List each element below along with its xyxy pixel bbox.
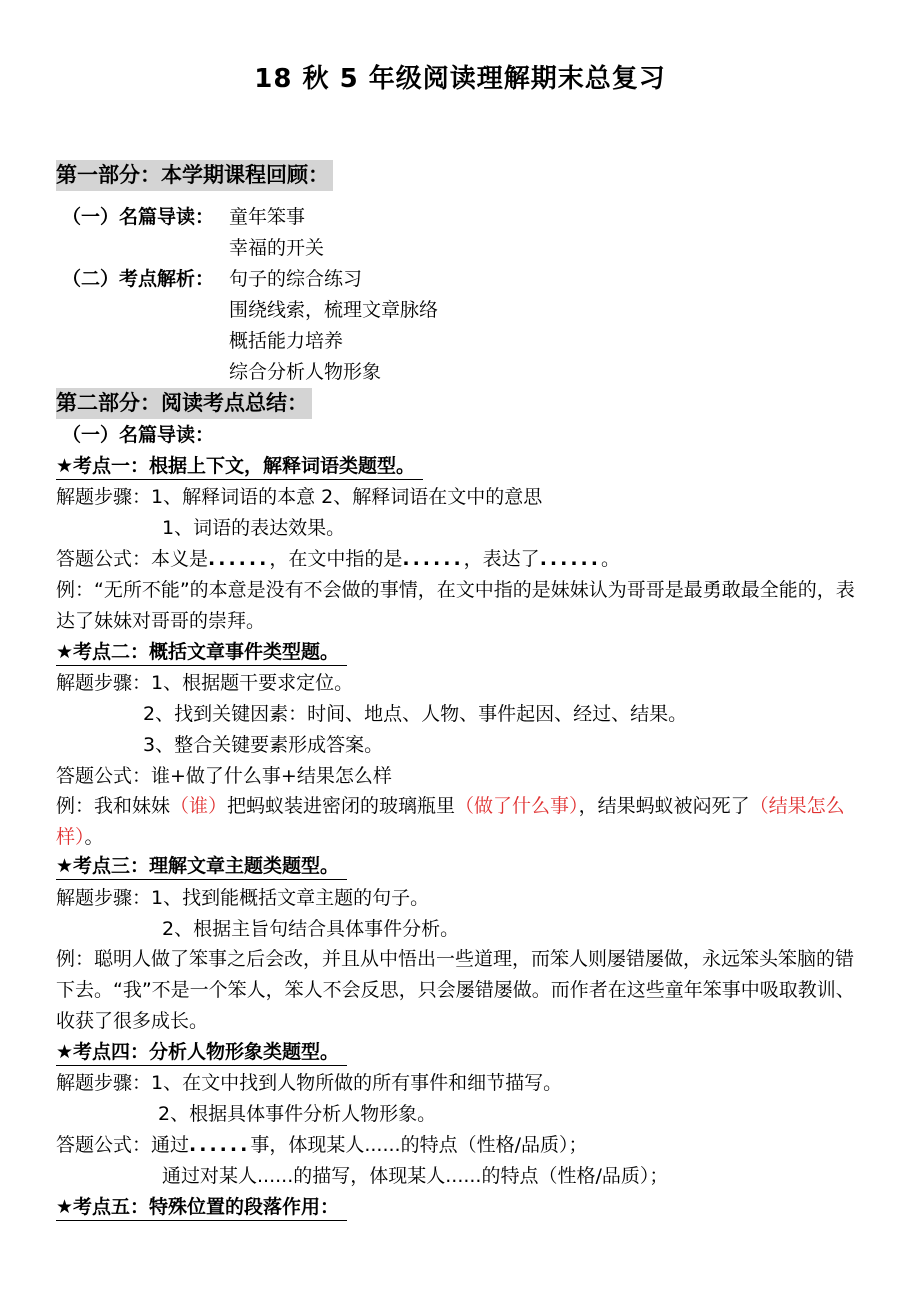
- point1-example: 例：“无所不能”的本意是没有不会做的事情，在文中指的是妹妹认为哥哥是最勇敢最全能的，表达了妹妹对哥哥的崇拜。: [56, 579, 855, 632]
- part1-sec2-item: 句子的综合练习: [229, 268, 363, 290]
- steps-label: 解题步骤：: [56, 486, 152, 508]
- point1-steps: [56, 483, 542, 511]
- steps-label: 解题步骤：: [56, 887, 152, 909]
- point4-formula: [56, 1131, 587, 1159]
- point2-example: [56, 791, 868, 853]
- step-text: 1、找到能概括文章主题的句子。: [151, 887, 430, 909]
- formula-text: 谁+做了什么事+结果怎么样: [151, 765, 392, 787]
- formula-text: 通过对某人......的描写，体现某人......的特点（性格/品质）；: [162, 1165, 669, 1187]
- step-text: 2、根据主旨句结合具体事件分析。: [162, 918, 460, 940]
- point2-formula: [56, 762, 392, 790]
- part1-sec1-item: 幸福的开关: [229, 237, 325, 259]
- example-text: 。: [84, 826, 104, 848]
- formula-text: 。: [601, 548, 621, 570]
- formula-text: 本义是: [151, 548, 209, 570]
- formula-text: 通过: [151, 1134, 190, 1156]
- point5-title: ★考点五：特殊位置的段落作用：: [56, 1194, 347, 1221]
- part1-sec2-label: （二）考点解析：: [62, 268, 215, 290]
- formula-dots: ......: [189, 1134, 251, 1156]
- formula-dots: ......: [402, 548, 464, 570]
- point2-title: ★考点二：概括文章事件类型题。: [56, 639, 347, 666]
- part1-sec2-item: 概括能力培养: [229, 330, 344, 352]
- step-text: 1、词语的表达效果。: [162, 517, 346, 539]
- document-title: 18 秋 5 年级阅读理解期末总复习: [254, 64, 666, 94]
- part2-heading: 第二部分：阅读考点总结：: [56, 388, 312, 419]
- part2-sec1-label: （一）名篇导读：: [62, 424, 215, 446]
- part1-sec1-item: 童年笨事: [229, 206, 306, 228]
- step-text: 1、在文中找到人物所做的所有事件和细节描写。: [151, 1072, 563, 1094]
- step-text: 1、解释词语的本意 2、解释词语在文中的意思: [151, 486, 543, 508]
- step-text: 2、找到关键因素：时间、地点、人物、事件起因、经过、结果。: [143, 703, 688, 725]
- formula-label: 答题公式：: [56, 548, 152, 570]
- point3-title: ★考点三：理解文章主题类题型。: [56, 853, 347, 880]
- formula-text: ，表达了: [463, 548, 540, 570]
- formula-label: 答题公式：: [56, 765, 152, 787]
- formula-dots: ......: [539, 548, 601, 570]
- formula-label: 答题公式：: [56, 1134, 152, 1156]
- example-highlight: （谁）: [170, 795, 228, 817]
- step-text: 2、根据具体事件分析人物形象。: [158, 1103, 437, 1125]
- example-text: 例：我和妹妹: [56, 795, 171, 817]
- example-text: ，结果蚂蚁被闷死了: [578, 795, 750, 817]
- point4-title: ★考点四：分析人物形象类题型。: [56, 1039, 347, 1066]
- point3-steps: [56, 884, 429, 912]
- step-text: 1、根据题干要求定位。: [151, 672, 354, 694]
- point2-steps: [56, 669, 353, 697]
- step-text: 3、整合关键要素形成答案。: [143, 734, 384, 756]
- formula-dots: ......: [208, 548, 270, 570]
- example-text: 把蚂蚁装进密闭的玻璃瓶里: [227, 795, 456, 817]
- steps-label: 解题步骤：: [56, 1072, 152, 1094]
- part1-sec1-label: （一）名篇导读：: [62, 206, 215, 228]
- example-highlight: （做了什么事）: [455, 795, 579, 817]
- part1-heading: 第一部分：本学期课程回顾：: [56, 160, 333, 191]
- part1-sec2-item: 围绕线索，梳理文章脉络: [229, 299, 439, 321]
- example-highlight: （结果怎么样）: [56, 795, 845, 848]
- formula-text: 事，体现某人......的特点（性格/品质）；: [250, 1134, 588, 1156]
- point4-steps: [56, 1069, 562, 1097]
- steps-label: 解题步骤：: [56, 672, 152, 694]
- point3-example: 例：聪明人做了笨事之后会改，并且从中悟出一些道理，而笨人则屡错屡做，永远笨头笨脑的错下去。“我”不是一个笨人，笨人不会反思，只会屡错屡做。而作者在这些童年笨事中吸取教训、收获了很多成长。: [56, 948, 855, 1032]
- formula-text: ，在文中指的是: [269, 548, 403, 570]
- part1-sec2-item: 综合分析人物形象: [229, 361, 382, 383]
- point1-formula: [56, 545, 620, 573]
- point1-title: ★考点一：根据上下文，解释词语类题型。: [56, 453, 423, 480]
